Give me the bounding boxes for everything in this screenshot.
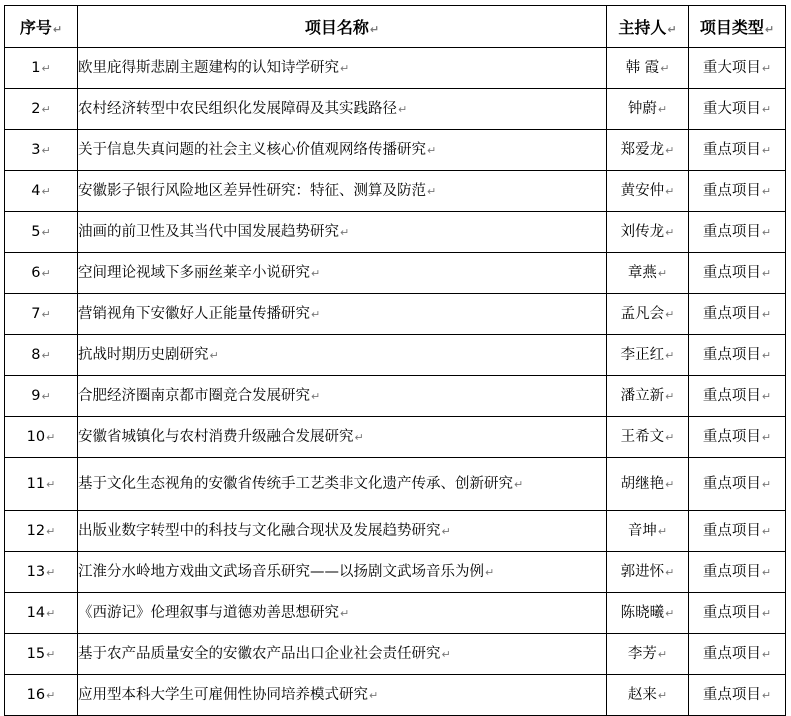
cell-project-name-text: 欧里庇得斯悲剧主题建构的认知诗学研究 (78, 59, 339, 76)
cell-host-text: 胡继艳 (620, 475, 665, 492)
cell-host-text: 王希文 (620, 428, 665, 445)
cell-project-type: 重点项目↵ (689, 376, 786, 417)
cell-project-name-text: 抗战时期历史剧研究 (78, 346, 209, 363)
cell-project-type-text: 重点项目 (702, 475, 761, 492)
cell-no-text: 9 (31, 387, 41, 404)
cell-no-text: 13 (26, 563, 46, 580)
cell-host: 音坤↵ (607, 511, 689, 552)
table-row (5, 511, 786, 552)
cell-project-type: 重点项目↵ (689, 171, 786, 212)
cell-no-text: 12 (26, 522, 46, 539)
cell-project-type: 重点项目↵ (689, 130, 786, 171)
cell-no-text: 11 (26, 475, 46, 492)
cell-project-name-text: 出版业数字转型中的科技与文化融合现状及发展趋势研究 (78, 522, 441, 539)
table-row (5, 335, 786, 376)
cell-project-name-text: 空间理论视域下多丽丝莱辛小说研究 (78, 264, 310, 281)
cell-host: 郑爱龙↵ (607, 130, 689, 171)
cell-no: 4↵ (5, 171, 78, 212)
cell-host: 刘传龙↵ (607, 212, 689, 253)
cell-project-type-text: 重点项目 (702, 346, 761, 363)
cell-project-type-text: 重大项目 (702, 59, 761, 76)
cell-project-name-text: 安徽省城镇化与农村消费升级融合发展研究 (78, 428, 354, 445)
cell-project-name: 安徽影子银行风险地区差异性研究：特征、测算及防范↵ (78, 171, 607, 212)
table-row (5, 376, 786, 417)
cell-host: 孟凡会↵ (607, 294, 689, 335)
cell-no-text: 7 (31, 305, 41, 322)
cell-project-name: 关于信息失真问题的社会主义核心价值观网络传播研究↵ (78, 130, 607, 171)
cell-host: 胡继艳↵ (607, 458, 689, 511)
cell-project-name: 合肥经济圈南京都市圈竞合发展研究↵ (78, 376, 607, 417)
cell-no: 13↵ (5, 552, 78, 593)
project-table (4, 5, 786, 716)
cell-project-type: 重点项目↵ (689, 511, 786, 552)
cell-host: 赵来↵ (607, 675, 689, 716)
table-row (5, 171, 786, 212)
cell-project-type: 重点项目↵ (689, 593, 786, 634)
cell-project-type-text: 重点项目 (702, 141, 761, 158)
cell-host-text: 潘立新 (620, 387, 665, 404)
cell-project-name-text: 合肥经济圈南京都市圈竞合发展研究 (78, 387, 310, 404)
cell-project-name: 营销视角下安徽好人正能量传播研究↵ (78, 294, 607, 335)
table-row (5, 634, 786, 675)
cell-no-text: 2 (31, 100, 41, 117)
cell-project-type: 重大项目↵ (689, 89, 786, 130)
cell-project-name: 《西游记》伦理叙事与道德劝善思想研究↵ (78, 593, 607, 634)
cell-host-text: 陈晓曦 (620, 604, 665, 621)
table-row (5, 48, 786, 89)
cell-host: 李正红↵ (607, 335, 689, 376)
cell-project-name-text: 安徽影子银行风险地区差异性研究：特征、测算及防范 (78, 182, 426, 199)
cell-project-name-text: 《西游记》伦理叙事与道德劝善思想研究 (78, 604, 339, 621)
cell-project-name: 空间理论视域下多丽丝莱辛小说研究↵ (78, 253, 607, 294)
cell-project-type-text: 重大项目 (702, 100, 761, 117)
cell-no: 14↵ (5, 593, 78, 634)
cell-host-text: 韩 霞 (625, 59, 660, 76)
cell-host-text: 音坤 (627, 522, 657, 539)
table-row (5, 89, 786, 130)
cell-no: 12↵ (5, 511, 78, 552)
cell-project-name-text: 农村经济转型中农民组织化发展障碍及其实践路径 (78, 100, 397, 117)
cell-host-text: 李正红 (620, 346, 665, 363)
cell-host-text: 钟蔚 (627, 100, 657, 117)
cell-project-name: 安徽省城镇化与农村消费升级融合发展研究↵ (78, 417, 607, 458)
header-host: 主持人↵ (607, 6, 689, 48)
cell-host-text: 孟凡会 (620, 305, 665, 322)
cell-project-type: 重点项目↵ (689, 212, 786, 253)
cell-host: 陈晓曦↵ (607, 593, 689, 634)
cell-no: 1↵ (5, 48, 78, 89)
table-row (5, 130, 786, 171)
cell-project-type-text: 重点项目 (702, 428, 761, 445)
cell-project-name: 基于文化生态视角的安徽省传统手工艺类非文化遗产传承、创新研究↵ (78, 458, 607, 511)
cell-no: 10↵ (5, 417, 78, 458)
cell-project-name: 出版业数字转型中的科技与文化融合现状及发展趋势研究↵ (78, 511, 607, 552)
cell-no-text: 3 (31, 141, 41, 158)
table-row (5, 675, 786, 716)
cell-project-type: 重点项目↵ (689, 634, 786, 675)
table-row (5, 212, 786, 253)
cell-no: 8↵ (5, 335, 78, 376)
header-no: 序号↵ (5, 6, 78, 48)
cell-project-type-text: 重点项目 (702, 522, 761, 539)
cell-host: 郭进怀↵ (607, 552, 689, 593)
cell-project-name-text: 基于农产品质量安全的安徽农产品出口企业社会责任研究 (78, 645, 441, 662)
cell-project-type-text: 重点项目 (702, 563, 761, 580)
cell-project-type-text: 重点项目 (702, 305, 761, 322)
cell-host: 李芳↵ (607, 634, 689, 675)
cell-project-name: 应用型本科大学生可雇佣性协同培养模式研究↵ (78, 675, 607, 716)
cell-no-text: 1 (31, 59, 41, 76)
cell-project-type-text: 重点项目 (702, 387, 761, 404)
cell-no: 11↵ (5, 458, 78, 511)
cell-host-text: 李芳 (627, 645, 657, 662)
cell-project-name: 欧里庇得斯悲剧主题建构的认知诗学研究↵ (78, 48, 607, 89)
cell-host: 潘立新↵ (607, 376, 689, 417)
cell-project-name-text: 营销视角下安徽好人正能量传播研究 (78, 305, 310, 322)
cell-project-type: 重点项目↵ (689, 417, 786, 458)
cell-host: 黄安仲↵ (607, 171, 689, 212)
cell-project-type-text: 重点项目 (702, 223, 761, 240)
cell-host-text: 刘传龙 (620, 223, 665, 240)
cell-project-type-text: 重点项目 (702, 645, 761, 662)
cell-no-text: 6 (31, 264, 41, 281)
cell-host-text: 赵来 (627, 686, 657, 703)
cell-no: 2↵ (5, 89, 78, 130)
cell-no-text: 10 (26, 428, 46, 445)
cell-no: 5↵ (5, 212, 78, 253)
cell-project-name-text: 基于文化生态视角的安徽省传统手工艺类非文化遗产传承、创新研究 (78, 475, 513, 492)
table-row (5, 294, 786, 335)
cell-no: 9↵ (5, 376, 78, 417)
cell-no-text: 14 (26, 604, 46, 621)
cell-project-name: 抗战时期历史剧研究↵ (78, 335, 607, 376)
header-type: 项目类型↵ (689, 6, 786, 48)
table-row (5, 417, 786, 458)
cell-project-name: 农村经济转型中农民组织化发展障碍及其实践路径↵ (78, 89, 607, 130)
cell-project-type: 重大项目↵ (689, 48, 786, 89)
cell-host-text: 郭进怀 (620, 563, 665, 580)
cell-project-type: 重点项目↵ (689, 335, 786, 376)
cell-project-name: 油画的前卫性及其当代中国发展趋势研究↵ (78, 212, 607, 253)
cell-project-name-text: 油画的前卫性及其当代中国发展趋势研究 (78, 223, 339, 240)
cell-no-text: 5 (31, 223, 41, 240)
cell-project-name-text: 江淮分水岭地方戏曲文武场音乐研究——以扬剧文武场音乐为例 (78, 563, 484, 580)
table-row (5, 593, 786, 634)
cell-project-type-text: 重点项目 (702, 604, 761, 621)
cell-project-type: 重点项目↵ (689, 294, 786, 335)
cell-project-type: 重点项目↵ (689, 253, 786, 294)
header-name: 项目名称↵ (78, 6, 607, 48)
cell-project-name-text: 关于信息失真问题的社会主义核心价值观网络传播研究 (78, 141, 426, 158)
cell-no: 3↵ (5, 130, 78, 171)
cell-no-text: 8 (31, 346, 41, 363)
cell-project-type: 重点项目↵ (689, 552, 786, 593)
cell-no-text: 4 (31, 182, 41, 199)
table-row (5, 253, 786, 294)
table-row (5, 552, 786, 593)
cell-host-text: 章燕 (627, 264, 657, 281)
cell-project-type: 重点项目↵ (689, 675, 786, 716)
cell-host: 钟蔚↵ (607, 89, 689, 130)
cell-no-text: 16 (26, 686, 46, 703)
cell-host: 韩 霞↵ (607, 48, 689, 89)
cell-project-type-text: 重点项目 (702, 182, 761, 199)
cell-project-type-text: 重点项目 (702, 686, 761, 703)
cell-project-type-text: 重点项目 (702, 264, 761, 281)
cell-project-name: 江淮分水岭地方戏曲文武场音乐研究——以扬剧文武场音乐为例↵ (78, 552, 607, 593)
cell-host: 王希文↵ (607, 417, 689, 458)
cell-project-name: 基于农产品质量安全的安徽农产品出口企业社会责任研究↵ (78, 634, 607, 675)
cell-host-text: 黄安仲 (620, 182, 665, 199)
cell-no-text: 15 (26, 645, 46, 662)
cell-no: 16↵ (5, 675, 78, 716)
cell-project-type: 重点项目↵ (689, 458, 786, 511)
cell-no: 7↵ (5, 294, 78, 335)
header-row (5, 6, 786, 48)
cell-host: 章燕↵ (607, 253, 689, 294)
cell-project-name-text: 应用型本科大学生可雇佣性协同培养模式研究 (78, 686, 368, 703)
cell-no: 6↵ (5, 253, 78, 294)
table-row (5, 458, 786, 511)
cell-host-text: 郑爱龙 (620, 141, 665, 158)
cell-no: 15↵ (5, 634, 78, 675)
